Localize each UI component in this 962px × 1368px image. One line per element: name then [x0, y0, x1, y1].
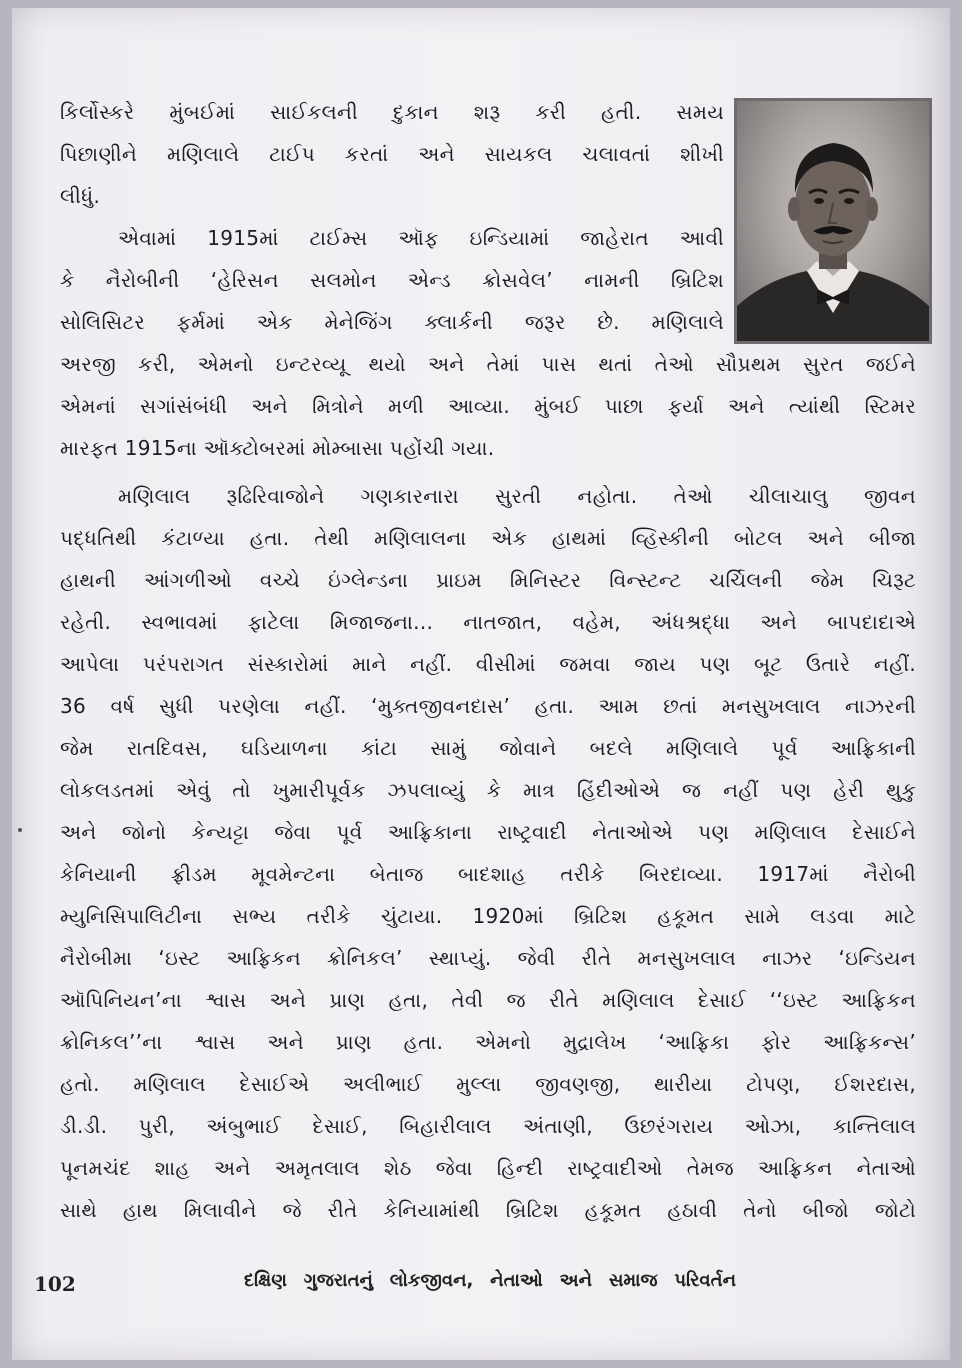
text-line: સાથે હાથ મિલાવીને જે રીતે કેનિયામાંથી બ્રિટિશ હકૂમત હઠાવી તેનો બીજો જોટો [60, 1198, 916, 1222]
text-line: પદ્ધતિથી કંટાળ્યા હતા. તેથી મણિલાલના એક હાથમાં વ્હિસ્કીની બોટલ અને બીજા [60, 526, 916, 550]
text-line: ક્રોનિકલ’’ના શ્વાસ અને પ્રાણ હતા. એમનો મુદ્રાલેખ ‘આફ્રિકા ફોર આફ્રિકન્સ’ [60, 1030, 916, 1054]
text-line: 36 વર્ષ સુધી પરણેલા નહીં. ‘મુક્તજીવનદાસ’ હતા. આમ છતાં મનસુખલાલ નાઝરની [60, 694, 916, 718]
portrait-photo [734, 98, 932, 344]
text-line: પિછાણીને મણિલાલે ટાઈપ કરતાં અને સાયકલ ચલાવતાં શીખી [60, 142, 724, 166]
text-line: આપેલા પરંપરાગત સંસ્કારોમાં માને નહીં. વીસીમાં જમવા જાય પણ બૂટ ઉતારે નહીં. [60, 652, 916, 676]
text-line: કેનિયાની ફ્રીડમ મૂવમેન્ટના બેતાજ બાદશાહ તરીકે બિરદાવ્યા. 1917માં નૈરોબી [60, 862, 916, 886]
text-line: હાથની આંગળીઓ વચ્ચે ઇંગ્લેન્ડના પ્રાઇમ મિનિસ્ટર વિન્સ્ટન્ટ ચર્ચિલની જેમ ચિરૂટ [60, 568, 916, 592]
text-line: મારફત 1915ના ઑક્ટોબરમાં મોમ્બાસા પહોંચી ગયા. [60, 436, 495, 460]
text-line: રહેતી. સ્વભાવમાં ફાટેલા મિજાજના... નાતજાત, વહેમ, અંધશ્રદ્ધા અને બાપદાદાએ [60, 610, 916, 634]
text-line: મ્યુનિસિપાલિટીના સભ્ય તરીકે ચુંટાયા. 1920માં બ્રિટિશ હકૂમત સામે લડવા માટે [60, 904, 916, 928]
text-line: ઑપિનિયન’ના શ્વાસ અને પ્રાણ હતા, તેવી જ રીતે મણિલાલ દેસાઈ ‘‘ઇસ્ટ આફ્રિકન [60, 988, 916, 1012]
running-footer-title: દક્ષિણ ગુજરાતનું લોકજીવન, નેતાઓ અને સમાજ પરિવર્તન [244, 1270, 736, 1291]
text-line: મણિલાલ રૂઢિરિવાજોને ગણકારનારા સુરતી નહોતા. તેઓ ચીલાચાલુ જીવન [118, 484, 916, 508]
text-line: કિર્લોસ્કરે મુંબઈમાં સાઈકલની દુકાન શરૂ કરી હતી. સમય [60, 100, 724, 124]
text-line: કે નૈરોબીની ‘હેરિસન સલમોન એન્ડ ક્રોસવેલ’ નામની બ્રિટિશ [60, 268, 724, 292]
page-number: 102 [34, 1272, 76, 1296]
text-line: નૈરોબીમા ‘ઇસ્ટ આફ્રિકન ક્રોનિકલ’ સ્થાપ્યું. જેવી રીતે મનસુખલાલ નાઝર ‘ઇન્ડિયન [60, 946, 916, 970]
text-line: સોલિસિટર ફર્મમાં એક મેનેજિંગ ક્લાર્કની જરૂર છે. મણિલાલે [60, 310, 724, 334]
portrait-illustration [737, 101, 929, 341]
text-line: ડી.ડી. પુરી, અંબુભાઈ દેસાઈ, બિહારીલાલ અંતાણી, ઉછરંગરાય ઓઝા, કાન્તિલાલ [60, 1114, 916, 1138]
text-line: અને જોનો કેન્યટ્ટા જેવા પૂર્વ આફ્રિકાના રાષ્ટ્રવાદી નેતાઓએ પણ મણિલાલ દેસાઈને [60, 820, 916, 844]
text-line: પૂનમચંદ શાહ અને અમૃતલાલ શેઠ જેવા હિન્દી રાષ્ટ્રવાદીઓ તેમજ આફ્રિકન નેતાઓ [60, 1156, 916, 1180]
text-line: લીધું. [60, 184, 101, 208]
text-line: જેમ રાતદિવસ, ઘડિયાળના કાંટા સામું જોવાને બદલે મણિલાલે પૂર્વ આફ્રિકાની [60, 736, 916, 760]
paper-speck [18, 828, 22, 832]
text-line: અરજી કરી, એમનો ઇન્ટરવ્યૂ થયો અને તેમાં પાસ થતાં તેઓ સૌપ્રથમ સુરત જઈને [60, 352, 916, 376]
book-page [12, 8, 950, 1360]
text-line: લોકલડતમાં એવું તો ખુમારીપૂર્વક ઝપલાવ્યું કે માત્ર હિંદીઓએ જ નહીં પણ હેરી થુકુ [60, 778, 916, 802]
text-line: એવામાં 1915માં ટાઈમ્સ ઑફ ઇન્ડિયામાં જાહેરાત આવી [118, 226, 724, 250]
text-line: હતો. મણિલાલ દેસાઈએ અલીભાઈ મુલ્લા જીવણજી, થારીયા ટોપણ, ઈશરદાસ, [60, 1072, 916, 1096]
text-line: એમનાં સગાંસંબંધી અને મિત્રોને મળી આવ્યા. મુંબઈ પાછા ફર્યા અને ત્યાંથી સ્ટિમર [60, 394, 916, 418]
